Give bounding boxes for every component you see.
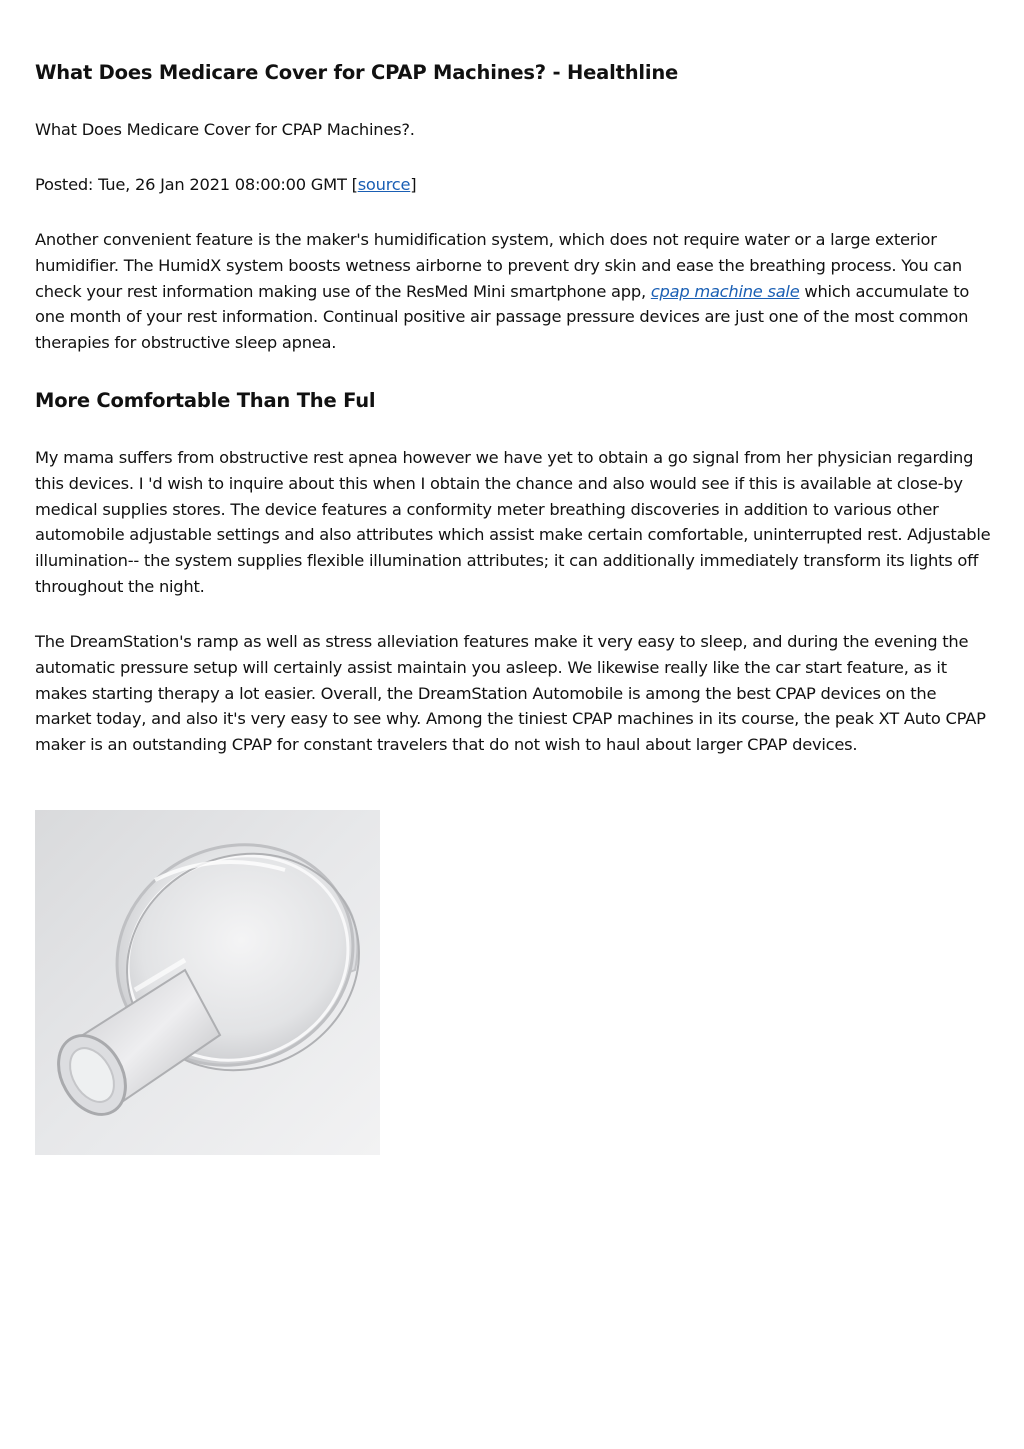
source-link[interactable]: source: [357, 175, 411, 194]
paragraph-3: The DreamStation's ramp as well as stress alleviation features make it very easy to sleep, and during the evening the automatic pressure setup will certainly assist maintain you asleep. We likewise really like the car start feature, as it makes starting therapy a lot easier. Overall, the DreamStation Automobile is among the best CPAP devices on the market today, and also it's very easy to see why. Among the tiniest CPAP machines in its course, the peak XT Auto CPAP maker is an outstanding CPAP for constant travelers that do not wish to haul about larger CPAP devices.: [35, 632, 986, 755]
article-subtitle: What Does Medicare Cover for CPAP Machines?.: [35, 120, 415, 139]
paragraph-1-before-link: Another convenient feature is the maker's humidification system, which does not require water or a large exterior humidifier. The HumidX system boosts wetness airborne to prevent dry skin and ease the breathing process. You can check your rest information making use of the ResMed Mini smartphone app,: [35, 230, 962, 301]
cpap-filter-image: [35, 810, 380, 1155]
section-heading: More Comfortable Than The Ful: [35, 389, 376, 412]
paragraph-1: [35, 227, 995, 356]
posted-line: [35, 172, 995, 198]
page-title: What Does Medicare Cover for CPAP Machines? - Healthline: [35, 61, 679, 84]
paragraph-2: My mama suffers from obstructive rest apnea however we have yet to obtain a go signal from her physician regarding this devices. I 'd wish to inquire about this when I obtain the chance and also would see if this is available at close-by medical supplies stores. The device features a conformity meter breathing discoveries in addition to various other automobile adjustable settings and also attributes which assist make certain comfortable, uninterrupted rest. Adjustable illumination-- the system supplies flexible illumination attributes; it can additionally immediately transform its lights off throughout the night.: [35, 448, 991, 596]
paragraph-1-after-link: which accumulate to one month of your rest information. Continual positive air passage pressure devices are just one of the most common therapies for obstructive sleep apnea.: [35, 281, 970, 353]
posted-prefix: Posted: Tue, 26 Jan 2021 08:00:00 GMT [: [35, 175, 358, 194]
posted-suffix: ]: [410, 175, 417, 194]
cpap-machine-sale-link[interactable]: cpap machine sale: [650, 281, 800, 301]
